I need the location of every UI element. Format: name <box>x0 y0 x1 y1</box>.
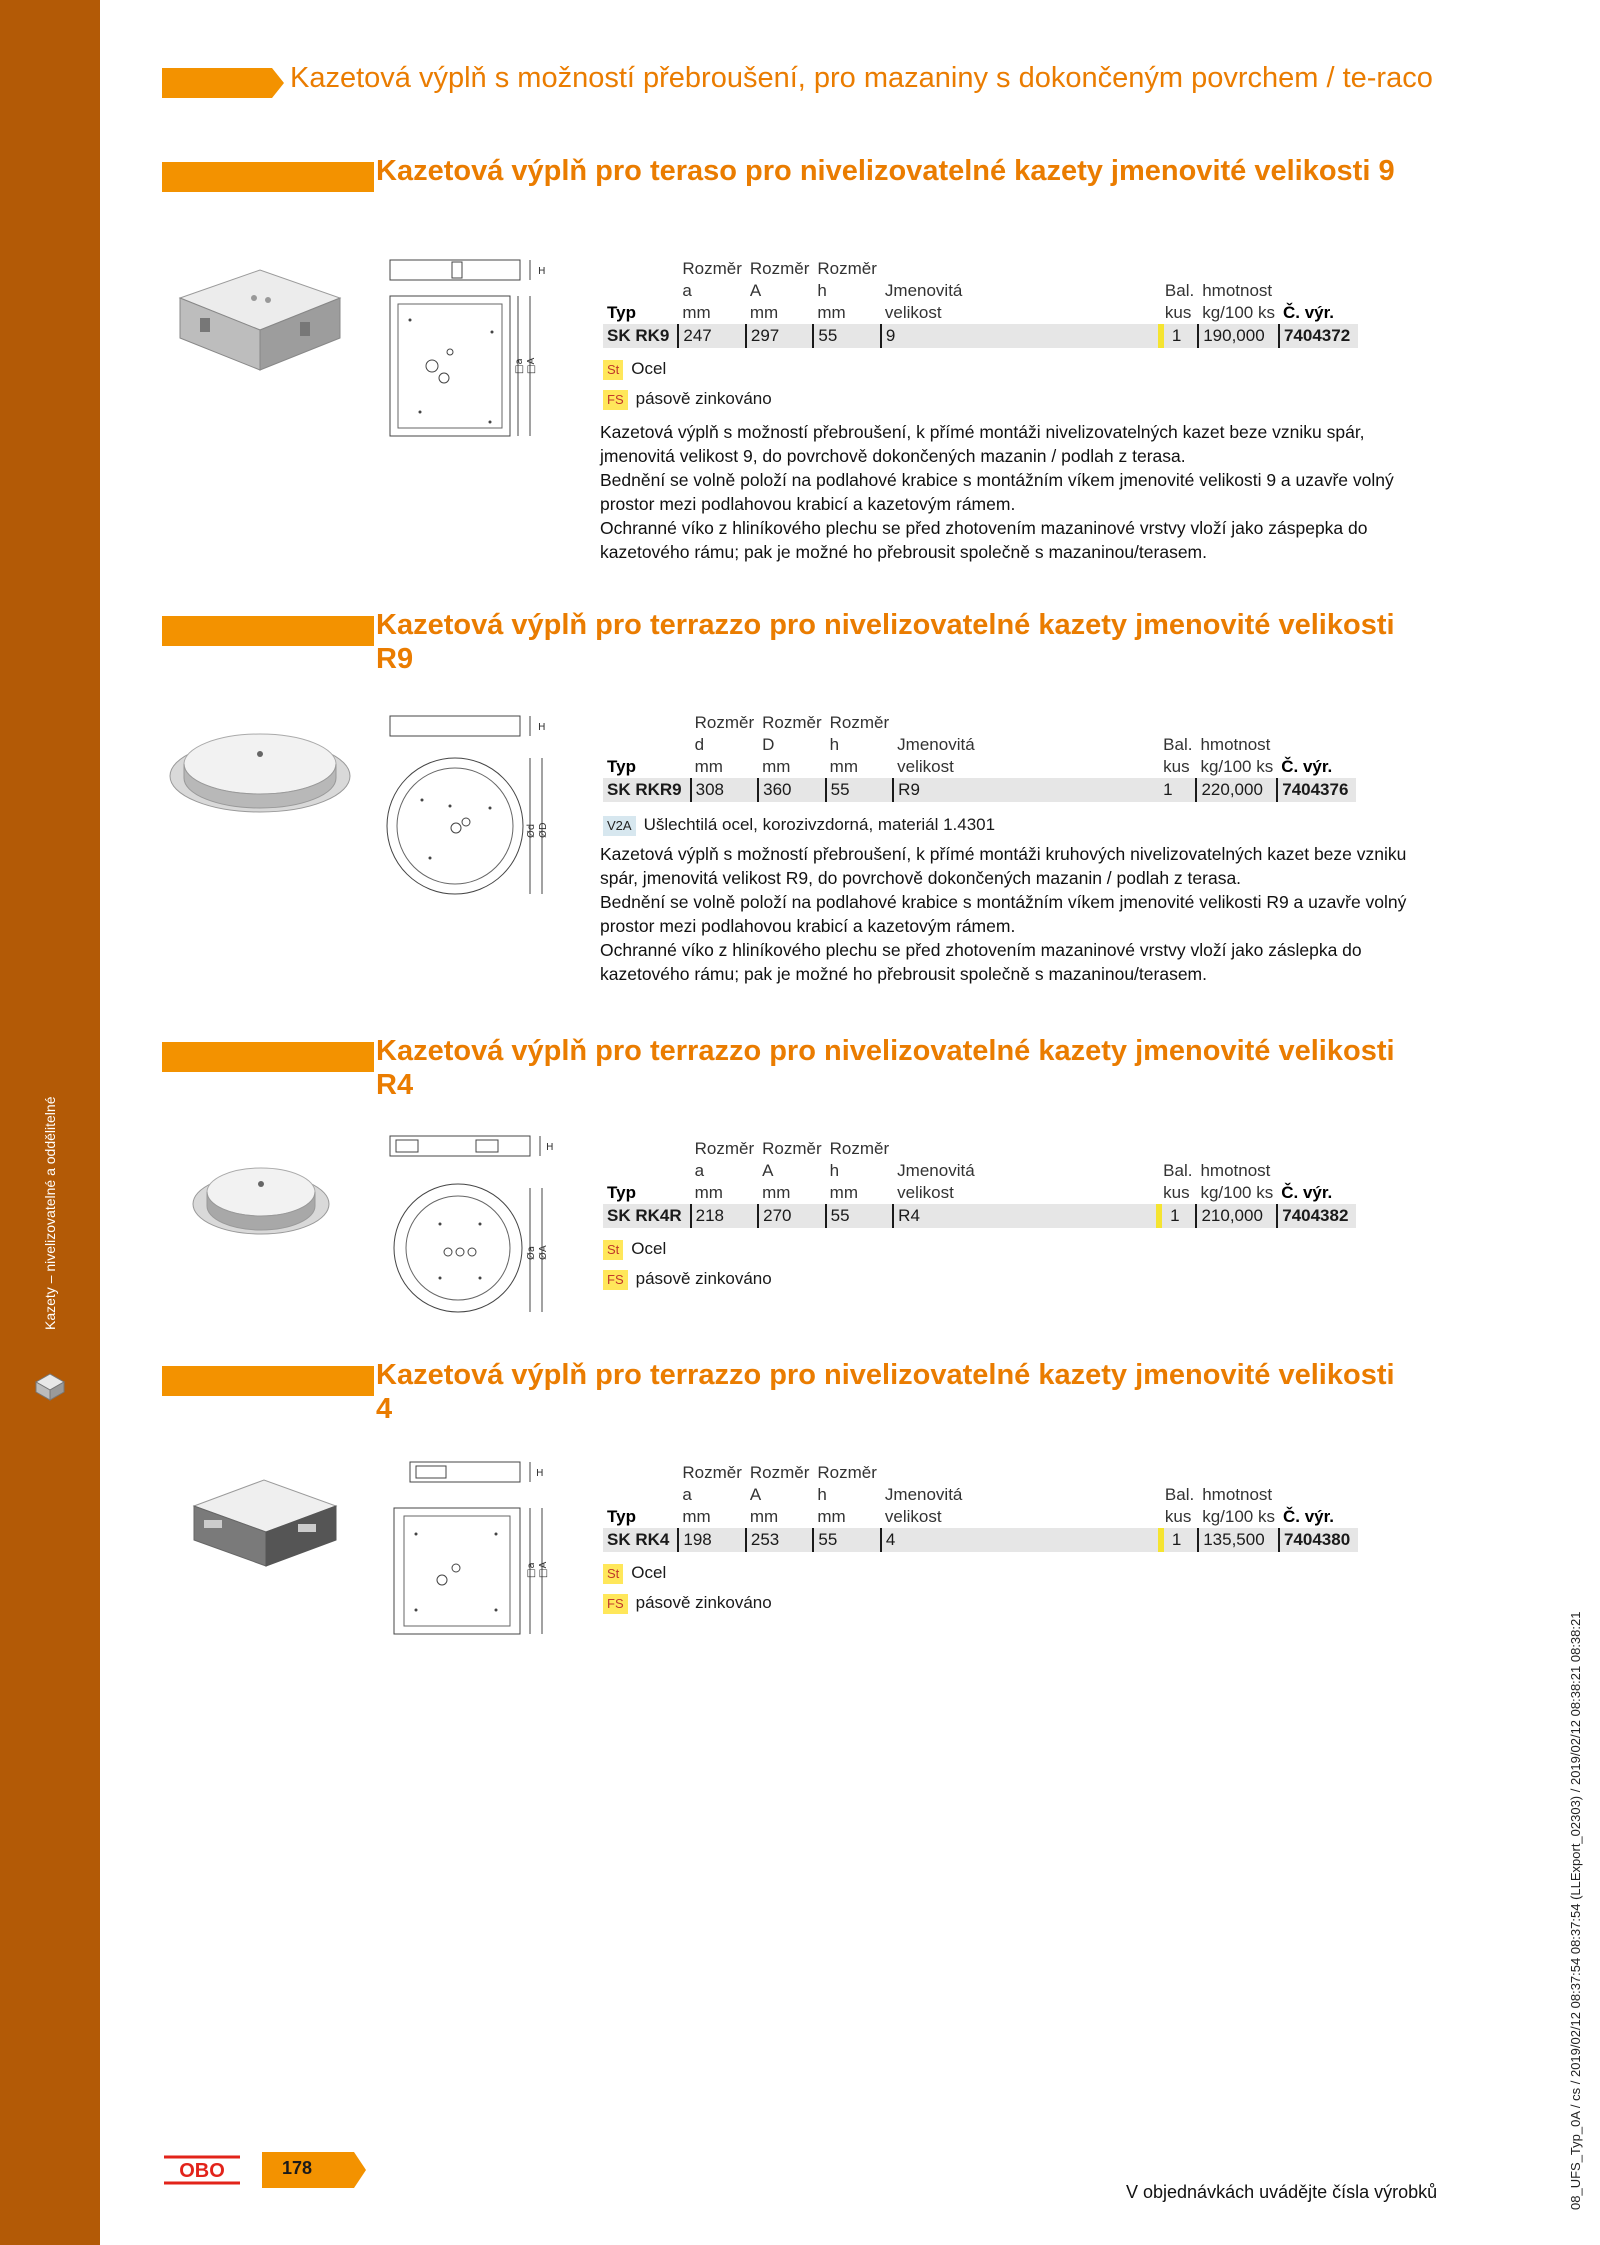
col-header-kus: kus <box>1163 1183 1190 1202</box>
col-header-jmenovita: Jmenovitá <box>897 735 975 754</box>
cell-weight: 210,000 <box>1196 1204 1277 1228</box>
cell-dim2: 270 <box>758 1204 826 1228</box>
svg-text:H: H <box>538 266 546 277</box>
dim-label: h <box>829 1161 840 1180</box>
export-metadata: 08_UFS_Typ_0A / cs / 2019/02/12 08:37:54 08:37:54 (LLExport_02303) / 2019/02/12 08:38:21 08:38:21 <box>1568 1611 1583 2210</box>
col-header-typ: Typ <box>607 303 636 322</box>
col-header-dim2: Rozměr <box>749 1463 810 1482</box>
svg-text:Øa: Øa <box>526 1246 537 1260</box>
col-header-cvyr: Č. výr. <box>1281 1183 1333 1202</box>
technical-drawing <box>380 1128 560 1328</box>
section-accent-bar <box>162 1366 374 1396</box>
cell-dim1: 308 <box>691 778 759 802</box>
col-header-typ: Typ <box>607 757 636 776</box>
dim-label: h <box>829 735 840 754</box>
cell-dim1: 198 <box>678 1528 746 1552</box>
section-title: Kazetová výplň pro terrazzo pro nivelizovatelné kazety jmenovité velikosti R4 <box>376 1035 1395 1101</box>
dim-label: a <box>682 1485 692 1504</box>
material-text: Ušlechtilá ocel, korozivzdorná, materiál 1.4301 <box>643 815 996 834</box>
col-header-kg: kg/100 ks <box>1202 1507 1275 1526</box>
cell-size: R9 <box>893 778 1159 802</box>
cell-cvyr: 7404372 <box>1279 324 1358 348</box>
col-header-bal: Bal. <box>1164 281 1195 300</box>
cell-typ: SK RK4 <box>603 1528 678 1552</box>
col-header-bal: Bal. <box>1163 1161 1193 1180</box>
col-header-cvyr: Č. výr. <box>1282 1507 1335 1526</box>
col-header-jmenovita: Jmenovitá <box>884 281 963 300</box>
svg-text:H: H <box>546 1142 554 1153</box>
col-header-dim3: Rozměr <box>829 1139 890 1158</box>
product-description <box>600 842 1440 986</box>
dim-label: A <box>749 281 762 300</box>
col-header-dim2: Rozměr <box>762 713 822 732</box>
technical-drawing <box>380 252 560 452</box>
material-text: pásově zinkováno <box>635 389 772 408</box>
description-paragraph: Ochranné víko z hliníkového plechu se před zhotovením mazaninové vrstvy vloží jako záslepka do kazetového rámu; pak je možné ho přebrousit společně s mazaninou/terasem. <box>600 940 1362 984</box>
col-header-velikost: velikost <box>897 1183 954 1202</box>
cell-typ: SK RK4R <box>603 1204 691 1228</box>
dim-label: a <box>694 1161 705 1180</box>
section-accent-bar <box>162 1042 374 1072</box>
unit-mm: mm <box>817 1507 846 1526</box>
product-photo <box>180 1466 350 1576</box>
cell-kus: 1 <box>1159 1204 1196 1228</box>
logo-text: OBO <box>179 2160 225 2182</box>
material-badge: FS <box>603 390 628 410</box>
material-item <box>603 386 772 412</box>
dim-label: h <box>817 281 827 300</box>
page-number: 178 <box>282 2158 313 2178</box>
cell-h: 55 <box>813 324 881 348</box>
material-item <box>603 1560 772 1586</box>
material-badge: St <box>603 360 623 380</box>
technical-drawing <box>380 1454 560 1654</box>
col-header-dim3: Rozměr <box>829 713 890 732</box>
material-badge: FS <box>603 1594 628 1614</box>
cassette-icon <box>32 1368 68 1404</box>
cell-dim1: 218 <box>691 1204 759 1228</box>
sidebar-category-label: Kazety – nivelizovatelné a oddělitelné <box>42 1096 58 1330</box>
material-list <box>603 1236 772 1292</box>
cell-h: 55 <box>813 1528 881 1552</box>
col-header-dim1: Rozměr <box>694 1139 755 1158</box>
unit-mm: mm <box>682 303 711 322</box>
material-list <box>603 812 995 838</box>
col-header-kus: kus <box>1164 1507 1192 1526</box>
material-text: Ocel <box>631 1239 667 1258</box>
col-header-dim2: Rozměr <box>762 1139 822 1158</box>
svg-text:□A: □A <box>538 1561 549 1578</box>
dim-label: a <box>682 281 692 300</box>
svg-text:H: H <box>538 722 546 733</box>
cell-weight: 190,000 <box>1198 324 1279 348</box>
material-badge: St <box>603 1564 623 1584</box>
cell-dim2: 253 <box>746 1528 814 1552</box>
section-title: Kazetová výplň pro terrazzo pro nivelizovatelné kazety jmenovité velikosti R9 <box>376 609 1395 675</box>
col-header-dim1: Rozměr <box>694 713 755 732</box>
col-header-dim3: Rozměr <box>817 259 877 278</box>
svg-text:□A: □A <box>526 357 537 374</box>
svg-text:□a: □a <box>526 1562 537 1578</box>
page-title: Kazetová výplň s možností přebroušení, pro mazaniny s dokončeným povrchem / te-raco <box>290 62 1433 94</box>
footer-note: V objednávkách uvádějte čísla výrobků <box>1126 2182 1438 2202</box>
cell-cvyr: 7404382 <box>1277 1204 1356 1228</box>
svg-text:□a: □a <box>514 358 525 374</box>
col-header-hmotnost: hmotnost <box>1200 735 1271 754</box>
table-row <box>603 1528 1358 1552</box>
description-paragraph: Bednění se volně položí na podlahové krabice s montážním víkem jmenovité velikosti R9 a uzavře volný prostor mezi podlahovou krabicí a kazetovým rámem. <box>600 892 1407 936</box>
cell-typ: SK RK9 <box>603 324 678 348</box>
table-row <box>603 778 1356 802</box>
cell-size: R4 <box>893 1204 1159 1228</box>
dim-label: h <box>817 1485 827 1504</box>
cell-size: 4 <box>881 1528 1161 1552</box>
description-paragraph: Kazetová výplň s možností přebroušení, k přímé montáži kruhových nivelizovatelných kazet beze vzniku spár, jmenovitá velikost R9, do povrchově dokončených mazanin / podlah z terasa. <box>600 844 1407 888</box>
unit-mm: mm <box>694 1183 723 1202</box>
col-header-typ: Typ <box>607 1183 636 1202</box>
material-text: pásově zinkováno <box>635 1593 772 1612</box>
col-header-dim1: Rozměr <box>682 259 742 278</box>
material-list <box>603 356 772 412</box>
unit-mm: mm <box>749 1507 779 1526</box>
col-header-jmenovita: Jmenovitá <box>897 1161 975 1180</box>
material-item <box>603 1266 772 1292</box>
col-header-hmotnost: hmotnost <box>1200 1161 1271 1180</box>
col-header-velikost: velikost <box>897 757 954 776</box>
cell-cvyr: 7404380 <box>1279 1528 1358 1552</box>
technical-drawing <box>380 708 560 918</box>
cell-typ: SK RKR9 <box>603 778 691 802</box>
material-badge: FS <box>603 1270 628 1290</box>
col-header-kg: kg/100 ks <box>1202 303 1275 322</box>
product-table <box>603 1462 1358 1552</box>
cell-size: 9 <box>881 324 1161 348</box>
cell-kus: 1 <box>1159 778 1196 802</box>
col-header-jmenovita: Jmenovitá <box>884 1485 963 1504</box>
col-header-dim3: Rozměr <box>817 1463 877 1482</box>
cell-weight: 135,500 <box>1198 1528 1279 1552</box>
col-header-bal: Bal. <box>1164 1485 1195 1504</box>
material-item <box>603 1590 772 1616</box>
product-table <box>603 1138 1356 1228</box>
cell-kus: 1 <box>1161 324 1198 348</box>
col-header-velikost: velikost <box>884 1507 942 1526</box>
svg-text:H: H <box>536 1468 544 1479</box>
col-header-cvyr: Č. výr. <box>1281 757 1333 776</box>
product-photo <box>160 714 360 834</box>
col-header-kus: kus <box>1164 303 1192 322</box>
product-table <box>603 258 1358 348</box>
header-accent-bar <box>162 68 272 98</box>
unit-mm: mm <box>829 1183 858 1202</box>
material-text: Ocel <box>631 1563 667 1582</box>
col-header-kg: kg/100 ks <box>1200 757 1274 776</box>
col-header-velikost: velikost <box>884 303 942 322</box>
material-text: Ocel <box>631 359 667 378</box>
col-header-dim1: Rozměr <box>682 1463 742 1482</box>
cell-kus: 1 <box>1161 1528 1198 1552</box>
material-badge: St <box>603 1240 623 1260</box>
cell-cvyr: 7404376 <box>1277 778 1356 802</box>
table-row <box>603 1204 1356 1228</box>
col-header-dim2: Rozměr <box>749 259 810 278</box>
unit-mm: mm <box>817 303 846 322</box>
col-header-typ: Typ <box>607 1507 636 1526</box>
svg-text:Ød: Ød <box>526 823 537 838</box>
unit-mm: mm <box>694 757 723 776</box>
unit-mm: mm <box>829 757 858 776</box>
section-accent-bar <box>162 616 374 646</box>
svg-text:ØA: ØA <box>538 1245 549 1260</box>
unit-mm: mm <box>682 1507 711 1526</box>
svg-text:ØD: ØD <box>538 822 549 838</box>
material-item <box>603 812 995 838</box>
obo-logo <box>162 2155 242 2185</box>
section-accent-bar <box>162 162 374 192</box>
col-header-kg: kg/100 ks <box>1200 1183 1274 1202</box>
product-description <box>600 420 1440 564</box>
material-item <box>603 356 772 382</box>
product-photo <box>186 1144 336 1254</box>
dim-label: A <box>749 1485 762 1504</box>
description-paragraph: Ochranné víko z hliníkového plechu se před zhotovením mazaninové vrstvy vloží jako záspepka do kazetového rámu; pak je možné ho přebrousit společně s mazaninou/terasem. <box>600 518 1368 562</box>
material-badge: V2A <box>603 816 636 836</box>
cell-h: 55 <box>826 778 894 802</box>
col-header-hmotnost: hmotnost <box>1202 1485 1273 1504</box>
cell-h: 55 <box>826 1204 894 1228</box>
material-item <box>603 1236 772 1262</box>
dim-label: A <box>762 1161 774 1180</box>
cell-weight: 220,000 <box>1196 778 1277 802</box>
cell-dim2: 297 <box>746 324 814 348</box>
col-header-kus: kus <box>1163 757 1190 776</box>
description-paragraph: Bednění se volně položí na podlahové krabice s montážním víkem jmenovité velikosti 9 a uzavře volný prostor mezi podlahovou krabicí a kazetovým rámem. <box>600 470 1394 514</box>
material-text: pásově zinkováno <box>635 1269 772 1288</box>
cell-dim2: 360 <box>758 778 826 802</box>
unit-mm: mm <box>762 1183 791 1202</box>
material-list <box>603 1560 772 1616</box>
product-table <box>603 712 1356 802</box>
unit-mm: mm <box>762 757 791 776</box>
product-photo <box>160 258 360 388</box>
dim-label: d <box>694 735 705 754</box>
table-row <box>603 324 1358 348</box>
description-paragraph: Kazetová výplň s možností přebroušení, k přímé montáži nivelizovatelných kazet beze vzniku spár, jmenovitá velikost 9, do povrchově dokončených mazanin / podlah z terasa. <box>600 422 1365 466</box>
dim-label: D <box>762 735 775 754</box>
col-header-cvyr: Č. výr. <box>1282 303 1335 322</box>
section-title: Kazetová výplň pro terrazzo pro nivelizovatelné kazety jmenovité velikosti 4 <box>376 1359 1395 1425</box>
section-title: Kazetová výplň pro teraso pro nivelizovatelné kazety jmenovité velikosti 9 <box>376 155 1395 187</box>
col-header-hmotnost: hmotnost <box>1202 281 1273 300</box>
col-header-bal: Bal. <box>1163 735 1193 754</box>
cell-dim1: 247 <box>678 324 746 348</box>
unit-mm: mm <box>749 303 779 322</box>
